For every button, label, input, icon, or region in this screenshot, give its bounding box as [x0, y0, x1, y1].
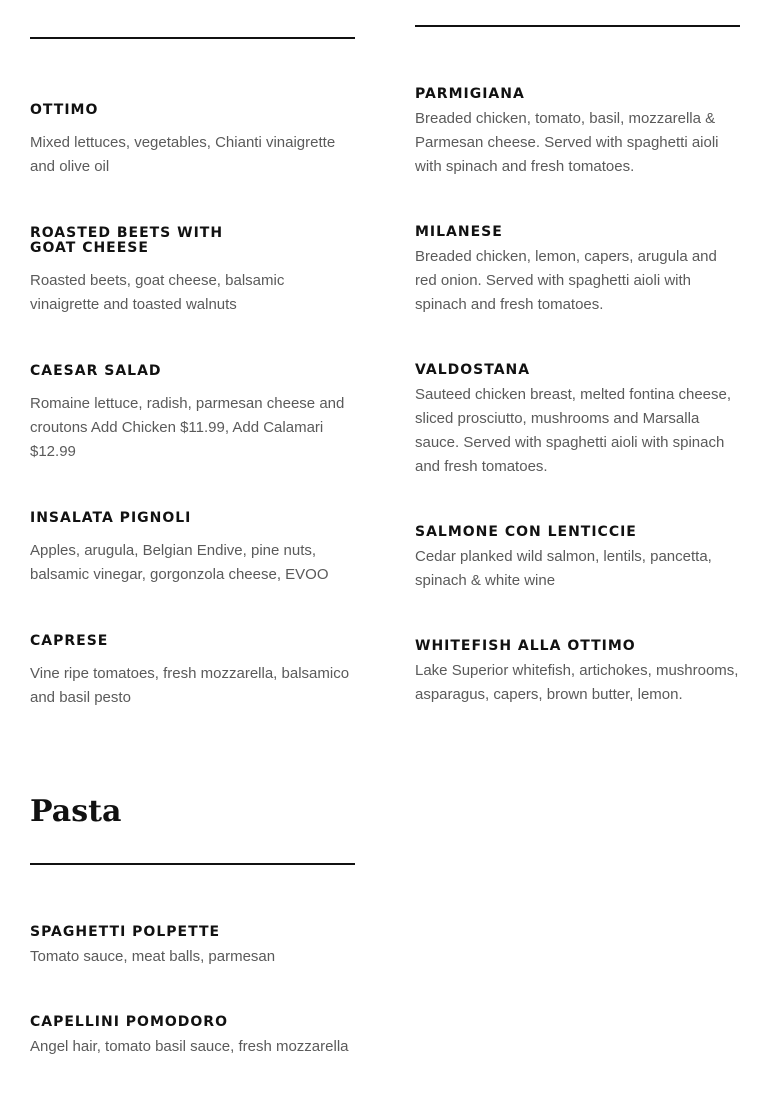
section-divider: [415, 25, 740, 27]
section-divider: [30, 37, 355, 39]
section-divider: [30, 863, 355, 865]
menu-item-description: Lake Superior whitefish, artichokes, mushrooms, asparagus, capers, brown butter, lemon.: [415, 662, 739, 703]
menu-item-description: Tomato sauce, meat balls, parmesan: [30, 948, 276, 965]
section-title-pasta: Pasta: [30, 794, 122, 829]
menu-item-name: SPAGHETTI POLPETTE: [30, 924, 221, 940]
menu-item: [30, 634, 355, 710]
menu-item-description: Breaded chicken, tomato, basil, mozzarella & Parmesan cheese. Served with spaghetti aioli with spinach and fresh tomatoes.: [415, 110, 719, 175]
menu-item-description: Angel hair, tomato basil sauce, fresh mozzarella: [30, 1038, 349, 1055]
menu-item-name: MILANESE: [415, 224, 503, 240]
menu-item: [415, 225, 740, 317]
menu-item: [30, 226, 355, 317]
menu-item-description: Mixed lettuces, vegetables, Chianti vinaigrette and olive oil: [30, 134, 336, 175]
menu-item-name: WHITEFISH ALLA OTTIMO: [415, 638, 636, 654]
menu-item-description: Romaine lettuce, radish, parmesan cheese and croutons Add Chicken $11.99, Add Calamari $12.99: [30, 395, 345, 460]
menu-item-description: Vine ripe tomatoes, fresh mozzarella, balsamico and basil pesto: [30, 665, 350, 706]
menu-item: [30, 511, 355, 587]
menu-item-name: CAESAR SALAD: [30, 363, 162, 379]
menu-item-description: Roasted beets, goat cheese, balsamic vinaigrette and toasted walnuts: [30, 272, 285, 313]
menu-item-name: CAPRESE: [30, 633, 109, 649]
menu-item-description: Cedar planked wild salmon, lentils, pancetta, spinach & white wine: [415, 548, 712, 589]
menu-item-description: Breaded chicken, lemon, capers, arugula and red onion. Served with spaghetti aioli with spinach and fresh tomatoes.: [415, 248, 717, 313]
menu-item-name: SALMONE CON LENTICCIE: [415, 524, 637, 540]
menu-item-name: PARMIGIANA: [415, 86, 525, 102]
menu-item-name: ROASTED BEETS WITH GOAT CHEESE: [30, 225, 224, 256]
menu-item-name: OTTIMO: [30, 102, 99, 118]
menu-item-name: VALDOSTANA: [415, 362, 531, 378]
menu-item: [30, 103, 355, 179]
menu-item-name: INSALATA PIGNOLI: [30, 510, 192, 526]
menu-item: [30, 925, 355, 969]
menu-item-description: Apples, arugula, Belgian Endive, pine nuts, balsamic vinegar, gorgonzola cheese, EVOO: [30, 542, 329, 583]
menu-item: [30, 1015, 355, 1059]
menu-item: [415, 639, 740, 707]
menu-item: [415, 525, 740, 593]
menu-item: [30, 364, 355, 464]
menu-item-description: Sauteed chicken breast, melted fontina cheese, sliced prosciutto, mushrooms and Marsalla sauce. Served with spaghetti aioli with spinach and fresh tomatoes.: [415, 386, 732, 475]
menu-item: [415, 363, 740, 479]
menu-item: [415, 87, 740, 179]
menu-item-name: CAPELLINI POMODORO: [30, 1014, 228, 1030]
